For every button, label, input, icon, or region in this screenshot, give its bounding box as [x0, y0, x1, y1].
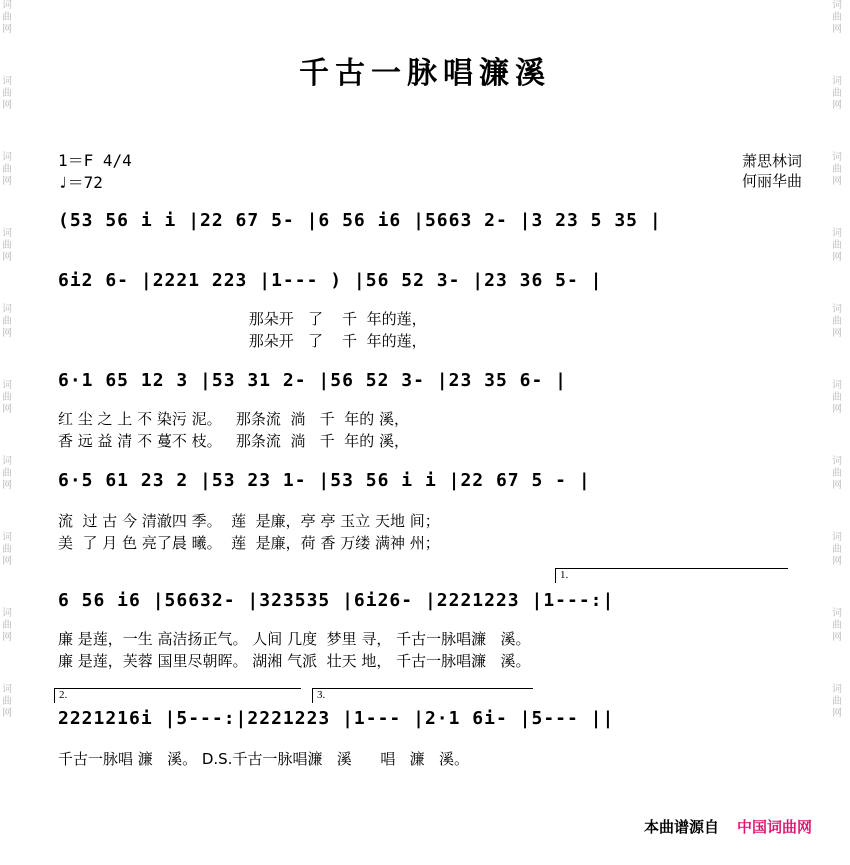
watermark-text: 词曲网	[832, 532, 842, 567]
watermark-text: 词曲网	[832, 304, 842, 339]
notation-line-5: 6 56 i6 |56632- |323535 |6i26- |2221223 |1---:|	[58, 590, 615, 611]
watermark-text: 词曲网	[832, 0, 842, 35]
watermark-text: 词曲网	[2, 456, 12, 491]
notation-line-4: 6·5 61 23 2 |53 23 1- |53 56 i i |22 67 5 - |	[58, 470, 591, 491]
watermark-text: 词曲网	[2, 304, 12, 339]
lyric-line-5b: 廉 是莲，芙蓉 国里尽朝晖。 湖湘 气派 壮天 地， 千古一脉唱濂 溪。	[58, 652, 531, 670]
song-title: 千古一脉唱濂溪	[299, 56, 551, 91]
volta-bracket-1: 1.	[555, 568, 788, 583]
source-credit	[644, 816, 812, 837]
watermark-text: 词曲网	[2, 684, 12, 719]
watermark-text: 词曲网	[832, 684, 842, 719]
key-signature: 1＝F 4/4	[58, 151, 132, 170]
notation-line-3: 6·1 65 12 3 |53 31 2- |56 52 3- |23 35 6- |	[58, 370, 567, 391]
watermark-text: 词曲网	[2, 608, 12, 643]
source-site-link[interactable]: 中国词曲网	[736, 818, 812, 836]
watermark-text: 词曲网	[2, 0, 12, 35]
lyric-line-3b: 香 远 益 清 不 蔓不 枝。 那条流 淌 千 年的 溪，	[58, 432, 410, 450]
watermark-left	[2, 0, 18, 865]
notation-line-2: 6i2 6- |2221 223 |1--- ) |56 52 3- |23 36 5- |	[58, 270, 603, 291]
source-label: 本曲谱源自	[643, 818, 719, 836]
watermark-text: 词曲网	[832, 456, 842, 491]
lyric-line-4b: 美 了 月 色 亮了晨 曦。 莲 是廉，荷 香 万缕 满神 州；	[58, 534, 440, 552]
lyric-line-2b: 那朵开 了 千 年的莲，	[58, 332, 427, 350]
volta-bracket-3: 3.	[312, 688, 533, 703]
watermark-text: 词曲网	[832, 152, 842, 187]
watermark-text: 词曲网	[832, 608, 842, 643]
volta-bracket-2: 2.	[54, 688, 301, 703]
notation-line-1: (53 56 i i |22 67 5- |6 56 i6 |5663 2- |3 23 5 35 |	[58, 210, 662, 231]
lyricist-credit: 萧思林词	[741, 152, 802, 170]
composer-credit: 何丽华曲	[741, 172, 802, 190]
tempo-marking: ♩＝72	[58, 173, 103, 192]
notation-line-6: 2221216i |5---:|2221223 |1--- |2·1 6i- |5--- ||	[58, 708, 615, 729]
watermark-text: 词曲网	[2, 532, 12, 567]
lyric-line-3a: 红 尘 之 上 不 染污 泥。 那条流 淌 千 年的 溪，	[58, 410, 410, 428]
watermark-text: 词曲网	[2, 380, 12, 415]
lyric-line-5a: 廉 是莲，一生 高洁扬正气。 人间 几度 梦里 寻， 千古一脉唱濂 溪。	[58, 630, 531, 648]
lyric-line-6: 千古一脉唱 濂 溪。 D.S.千古一脉唱濂 溪 唱 濂 溪。	[58, 750, 469, 768]
watermark-text: 词曲网	[832, 76, 842, 111]
lyric-line-4a: 流 过 古 今 清澈四 季。 莲 是廉，亭 亭 玉立 天地 间；	[58, 512, 440, 530]
watermark-text: 词曲网	[2, 228, 12, 263]
watermark-text: 词曲网	[832, 380, 842, 415]
watermark-right	[832, 0, 848, 865]
watermark-text: 词曲网	[2, 76, 12, 111]
watermark-text: 词曲网	[832, 228, 842, 263]
lyric-line-2a: 那朵开 了 千 年的莲，	[58, 310, 427, 328]
watermark-text: 词曲网	[2, 152, 12, 187]
